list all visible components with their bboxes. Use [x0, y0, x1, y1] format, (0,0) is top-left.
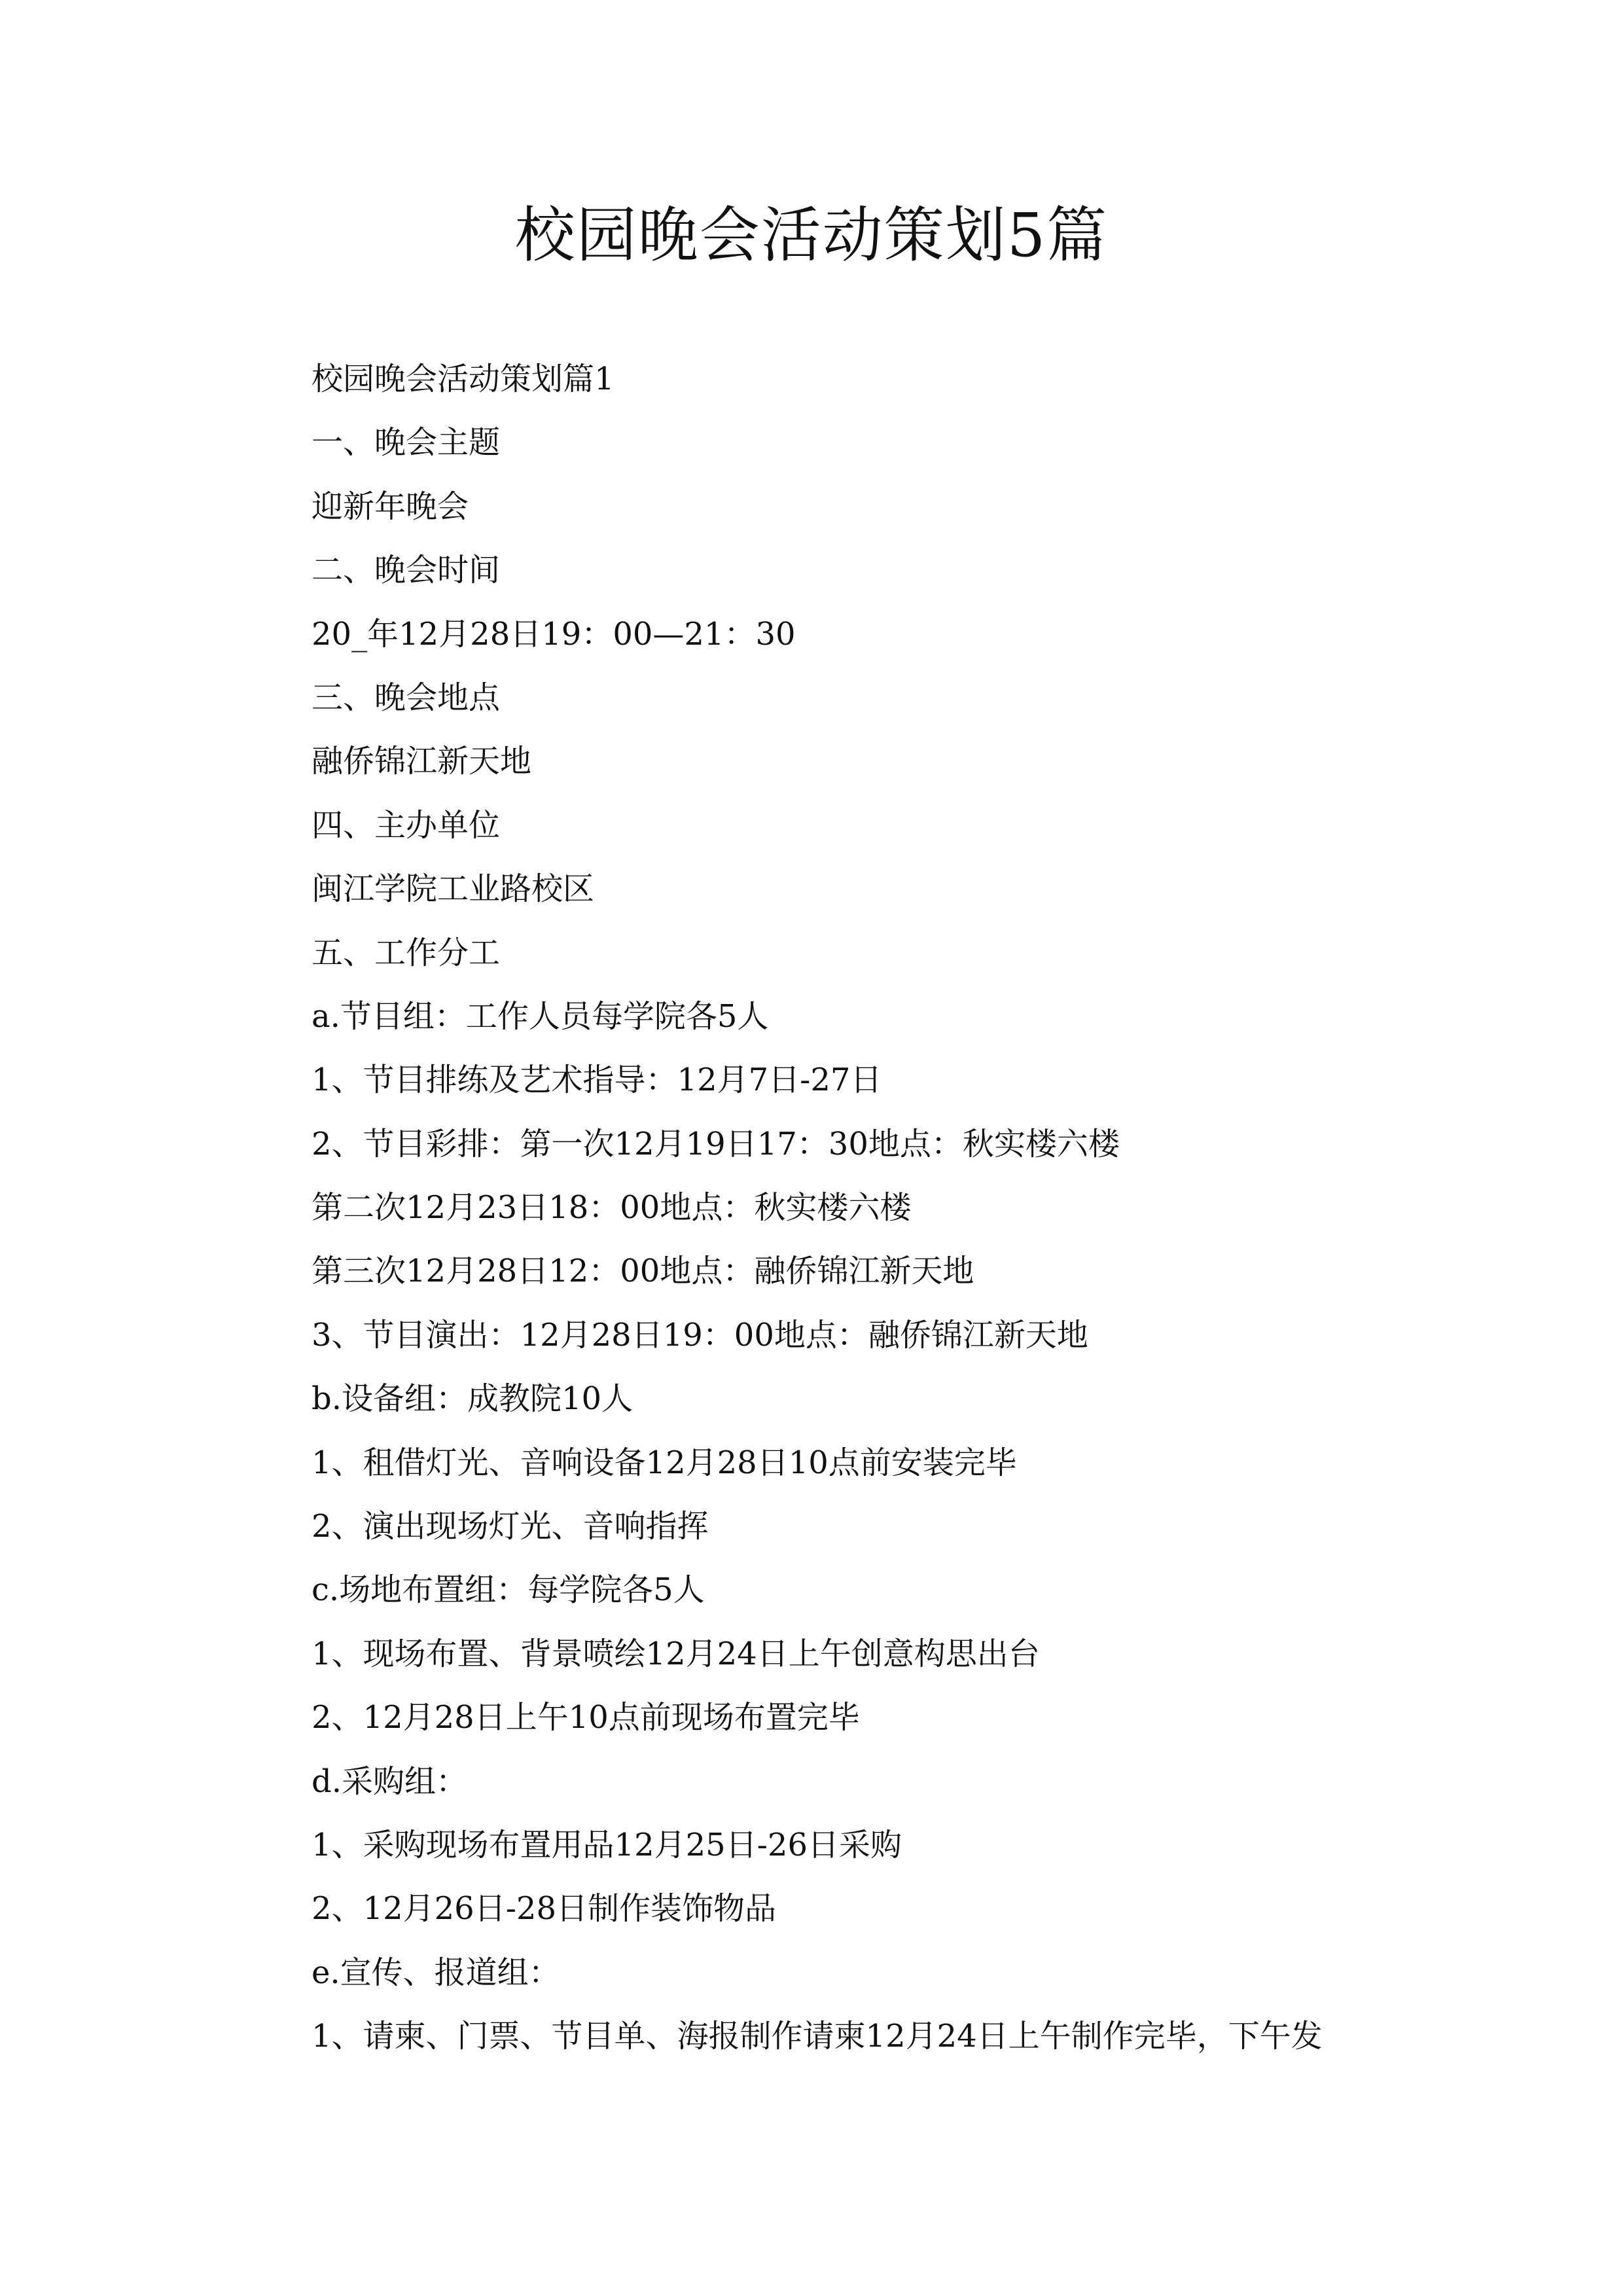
text-line: 第二次12月23日18：00地点：秋实楼六楼 — [312, 1189, 912, 1227]
text-line: b.设备组：成教院10人 — [312, 1380, 633, 1418]
text-line: 1、租借灯光、音响设备12月28日10点前安装完毕 — [312, 1444, 1017, 1481]
text-line: 迎新年晚会 — [312, 488, 469, 525]
text-line: 3、节目演出：12月28日19：00地点：融侨锦江新天地 — [312, 1316, 1088, 1354]
text-line: 2、12月28日上午10点前现场布置完毕 — [312, 1699, 860, 1736]
document-title: 校园晚会活动策划5篇 — [514, 200, 1109, 270]
text-line: 三、晚会地点 — [312, 679, 501, 716]
text-line: c.场地布置组：每学院各5人 — [312, 1571, 705, 1609]
document-body — [312, 348, 1463, 2069]
text-line: 2、节目彩排：第一次12月19日17：30地点：秋实楼六楼 — [312, 1125, 1120, 1162]
text-line: 2、演出现场灯光、音响指挥 — [312, 1508, 709, 1545]
text-line: 2、12月26日-28日制作装饰物品 — [312, 1890, 776, 1928]
text-line: 闽江学院工业路校区 — [312, 870, 595, 908]
text-line: 第三次12月28日12：00地点：融侨锦江新天地 — [312, 1253, 974, 1290]
text-line: 1、现场布置、背景喷绘12月24日上午创意构思出台 — [312, 1635, 1040, 1672]
text-line: 五、工作分工 — [312, 934, 501, 971]
text-line: 融侨锦江新天地 — [312, 743, 532, 780]
text-line: 1、请柬、门票、节目单、海报制作请柬12月24日上午制作完毕，下午发 — [312, 2018, 1323, 2055]
text-line: 1、采购现场布置用品12月25日-26日采购 — [312, 1826, 902, 1863]
text-line: 四、主办单位 — [312, 806, 501, 844]
text-line: 校园晚会活动策划篇1 — [312, 361, 615, 397]
text-line: 1、节目排练及艺术指导：12月7日-27日 — [312, 1062, 882, 1099]
text-line: 20_年12月28日19：00—21：30 — [312, 615, 796, 653]
text-line: 一、晚会主题 — [312, 424, 501, 461]
text-line: d.采购组： — [312, 1763, 467, 1800]
text-line: a.节目组：工作人员每学院各5人 — [312, 997, 769, 1035]
text-line: e.宣传、报道组： — [312, 1954, 560, 1991]
text-line: 二、晚会时间 — [312, 552, 501, 589]
